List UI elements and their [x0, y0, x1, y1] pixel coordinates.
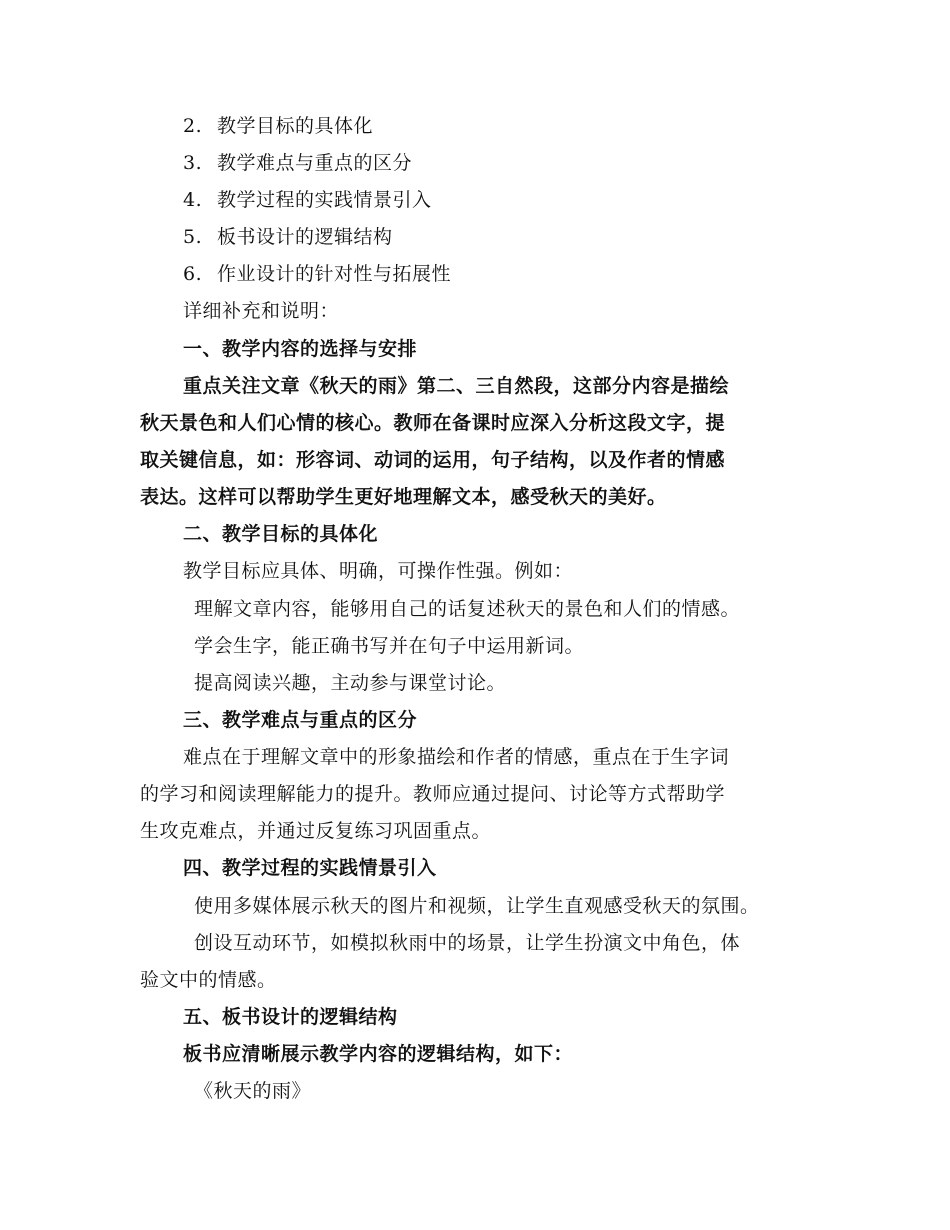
- section-heading: 一、教学内容的选择与安排: [183, 338, 418, 360]
- list-number: 5.: [183, 226, 203, 248]
- section-heading: 四、教学过程的实践情景引入: [183, 857, 437, 879]
- paragraph-line: 板书应清晰展示教学内容的逻辑结构，如下：: [183, 1043, 574, 1065]
- intro-text: 详细补充和说明：: [183, 300, 340, 322]
- section-heading: 三、教学难点与重点的区分: [183, 709, 418, 731]
- list-item: [183, 188, 432, 212]
- list-item: [183, 114, 373, 138]
- goal-item: 理解文章内容，能够用自己的话复述秋天的景色和人们的情感。: [194, 598, 741, 620]
- goal-item: 提高阅读兴趣，主动参与课堂讨论。: [194, 672, 507, 694]
- list-text: 作业设计的针对性与拓展性: [217, 263, 452, 285]
- list-item: [183, 151, 412, 175]
- list-item: [183, 262, 451, 286]
- list-text: 教学目标的具体化: [217, 115, 374, 137]
- list-number: 2.: [183, 115, 203, 137]
- paragraph-line: 秋天景色和人们心情的核心。教师在备课时应深入分析这段文字，提: [140, 412, 726, 434]
- goal-item: 学会生字，能正确书写并在句子中运用新词。: [194, 635, 585, 657]
- list-text: 教学难点与重点的区分: [217, 152, 413, 174]
- list-number: 3.: [183, 152, 203, 174]
- section-heading: 二、教学目标的具体化: [183, 523, 379, 545]
- paragraph-line: 验文中的情感。: [140, 969, 277, 991]
- paragraph-line: 的学习和阅读理解能力的提升。教师应通过提问、讨论等方式帮助学: [140, 783, 726, 805]
- paragraph-line: 使用多媒体展示秋天的图片和视频，让学生直观感受秋天的氛围。: [194, 895, 760, 917]
- paragraph-line: 难点在于理解文章中的形象描绘和作者的情感，重点在于生字词: [183, 746, 730, 768]
- paragraph-line: 教学目标应具体、明确，可操作性强。例如：: [183, 560, 574, 582]
- section-heading: 五、板书设计的逻辑结构: [183, 1006, 398, 1028]
- paragraph-line: 表达。这样可以帮助学生更好地理解文本，感受秋天的美好。: [140, 486, 667, 508]
- paragraph-line: 创设互动环节，如模拟秋雨中的场景，让学生扮演文中角色，体: [194, 932, 741, 954]
- paragraph-line: 生攻克难点，并通过反复练习巩固重点。: [140, 820, 492, 842]
- board-title: 《秋天的雨》: [194, 1080, 312, 1102]
- list-item: [183, 225, 393, 249]
- list-text: 板书设计的逻辑结构: [217, 226, 393, 248]
- list-number: 6.: [183, 263, 203, 285]
- list-number: 4.: [183, 189, 203, 211]
- paragraph-line: 取关键信息，如：形容词、动词的运用，句子结构，以及作者的情感: [140, 449, 726, 471]
- list-text: 教学过程的实践情景引入: [217, 189, 432, 211]
- paragraph-line: 重点关注文章《秋天的雨》第二、三自然段，这部分内容是描绘: [183, 375, 730, 397]
